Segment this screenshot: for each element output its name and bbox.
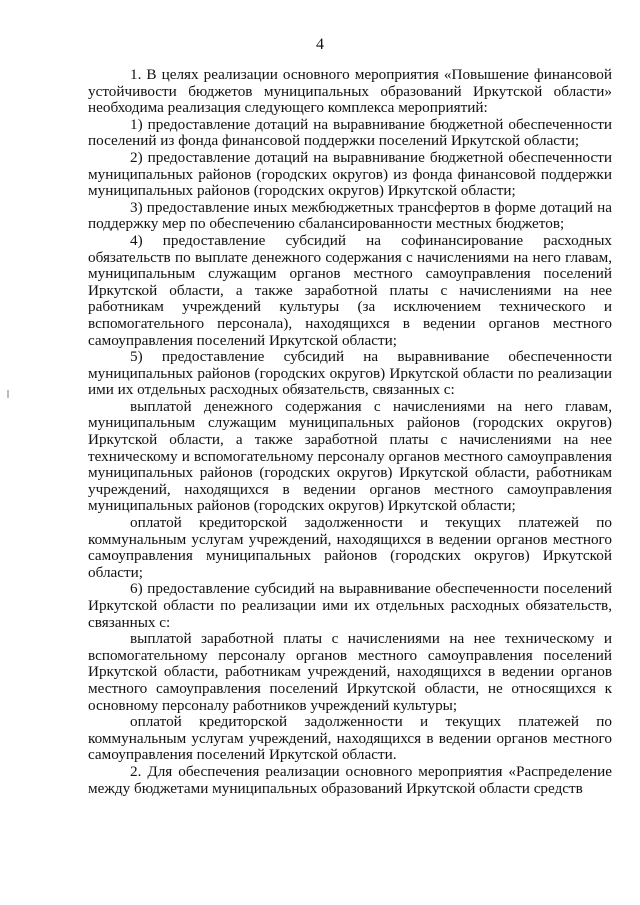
paragraph-2: 2. Для обеспечения реализации основного мероприятия «Распределение между бюджетами муниципальных образований Иркутской области средств xyxy=(88,762,612,797)
paragraph-1: 1. В целях реализации основного мероприятия «Повышение финансовой устойчивости бюджетов муниципальных образований Иркутской области» необходима реализация следующего комплекса мероприятий: xyxy=(88,66,612,117)
paragraph-item-2: 2) предоставление дотаций на выравнивание бюджетной обеспеченности муниципальных районов (городских округов) из фонда финансовой поддержки муниципальных районов (городских округов) Иркутской области; xyxy=(88,148,612,200)
paragraph-item-6-payment-debt: оплатой кредиторской задолженности и текущих платежей по коммунальным услугам учреждений, находящихся в ведении органов местного самоуправления поселений Иркутской области. xyxy=(88,713,612,764)
scan-mark xyxy=(7,390,9,398)
paragraph-item-6: 6) предоставление субсидий на выравнивание обеспеченности поселений Иркутской области по реализации ими их отдельных расходных обязательств, связанных с: xyxy=(88,580,612,631)
page-number: 4 xyxy=(316,36,324,53)
paragraph-item-3: 3) предоставление иных межбюджетных трансфертов в форме дотаций на поддержку мер по обеспечению сбалансированности местных бюджетов; xyxy=(88,198,612,233)
paragraph-item-4: 4) предоставление субсидий на софинансирование расходных обязательств по выплате денежного содержания с начислениями на него главам, муниципальным служащим органов местного самоуправления поселений Иркутской области, а также заработной платы с начислениями на нее работникам учреждений культуры (за исключением технического и вспомогательного персонала), находящихся в ведении органов местного самоуправления поселений Иркутской области; xyxy=(88,231,612,349)
paragraph-item-5-payment-debt: оплатой кредиторской задолженности и текущих платежей по коммунальным услугам учреждений, находящихся в ведении органов местного самоуправления муниципальных районов (городских округов) Иркутской области; xyxy=(88,514,612,581)
document-body xyxy=(88,67,612,797)
paragraph-item-5-payment-salary: выплатой денежного содержания с начислениями на него главам, муниципальным служащим муниципальных районов (городских округов) Иркутской области, а также заработной платы с начислениями на нее техническому и вспомогательному персоналу органов местного самоуправления муниципальных районов (городских округов) Иркутской области, работникам учреждений, находящихся в ведении органов местного самоуправления муниципальных районов (городских округов) Иркутской области; xyxy=(88,397,612,515)
paragraph-item-6-payment-salary: выплатой заработной платы с начислениями на нее техническому и вспомогательному персоналу органов местного самоуправления поселений Иркутской области, работникам учреждений, находящихся в ведении органов местного самоуправления поселений Иркутской области, не относящихся к основному персоналу работников учреждений культуры; xyxy=(88,630,612,714)
paragraph-item-1: 1) предоставление дотаций на выравнивание бюджетной обеспеченности поселений из фонда финансовой поддержки поселений Иркутской области; xyxy=(88,115,612,150)
paragraph-item-5: 5) предоставление субсидий на выравнивание обеспеченности муниципальных районов (городских округов) Иркутской области по реализации ими их отдельных расходных обязательств, связанных с: xyxy=(88,348,612,399)
